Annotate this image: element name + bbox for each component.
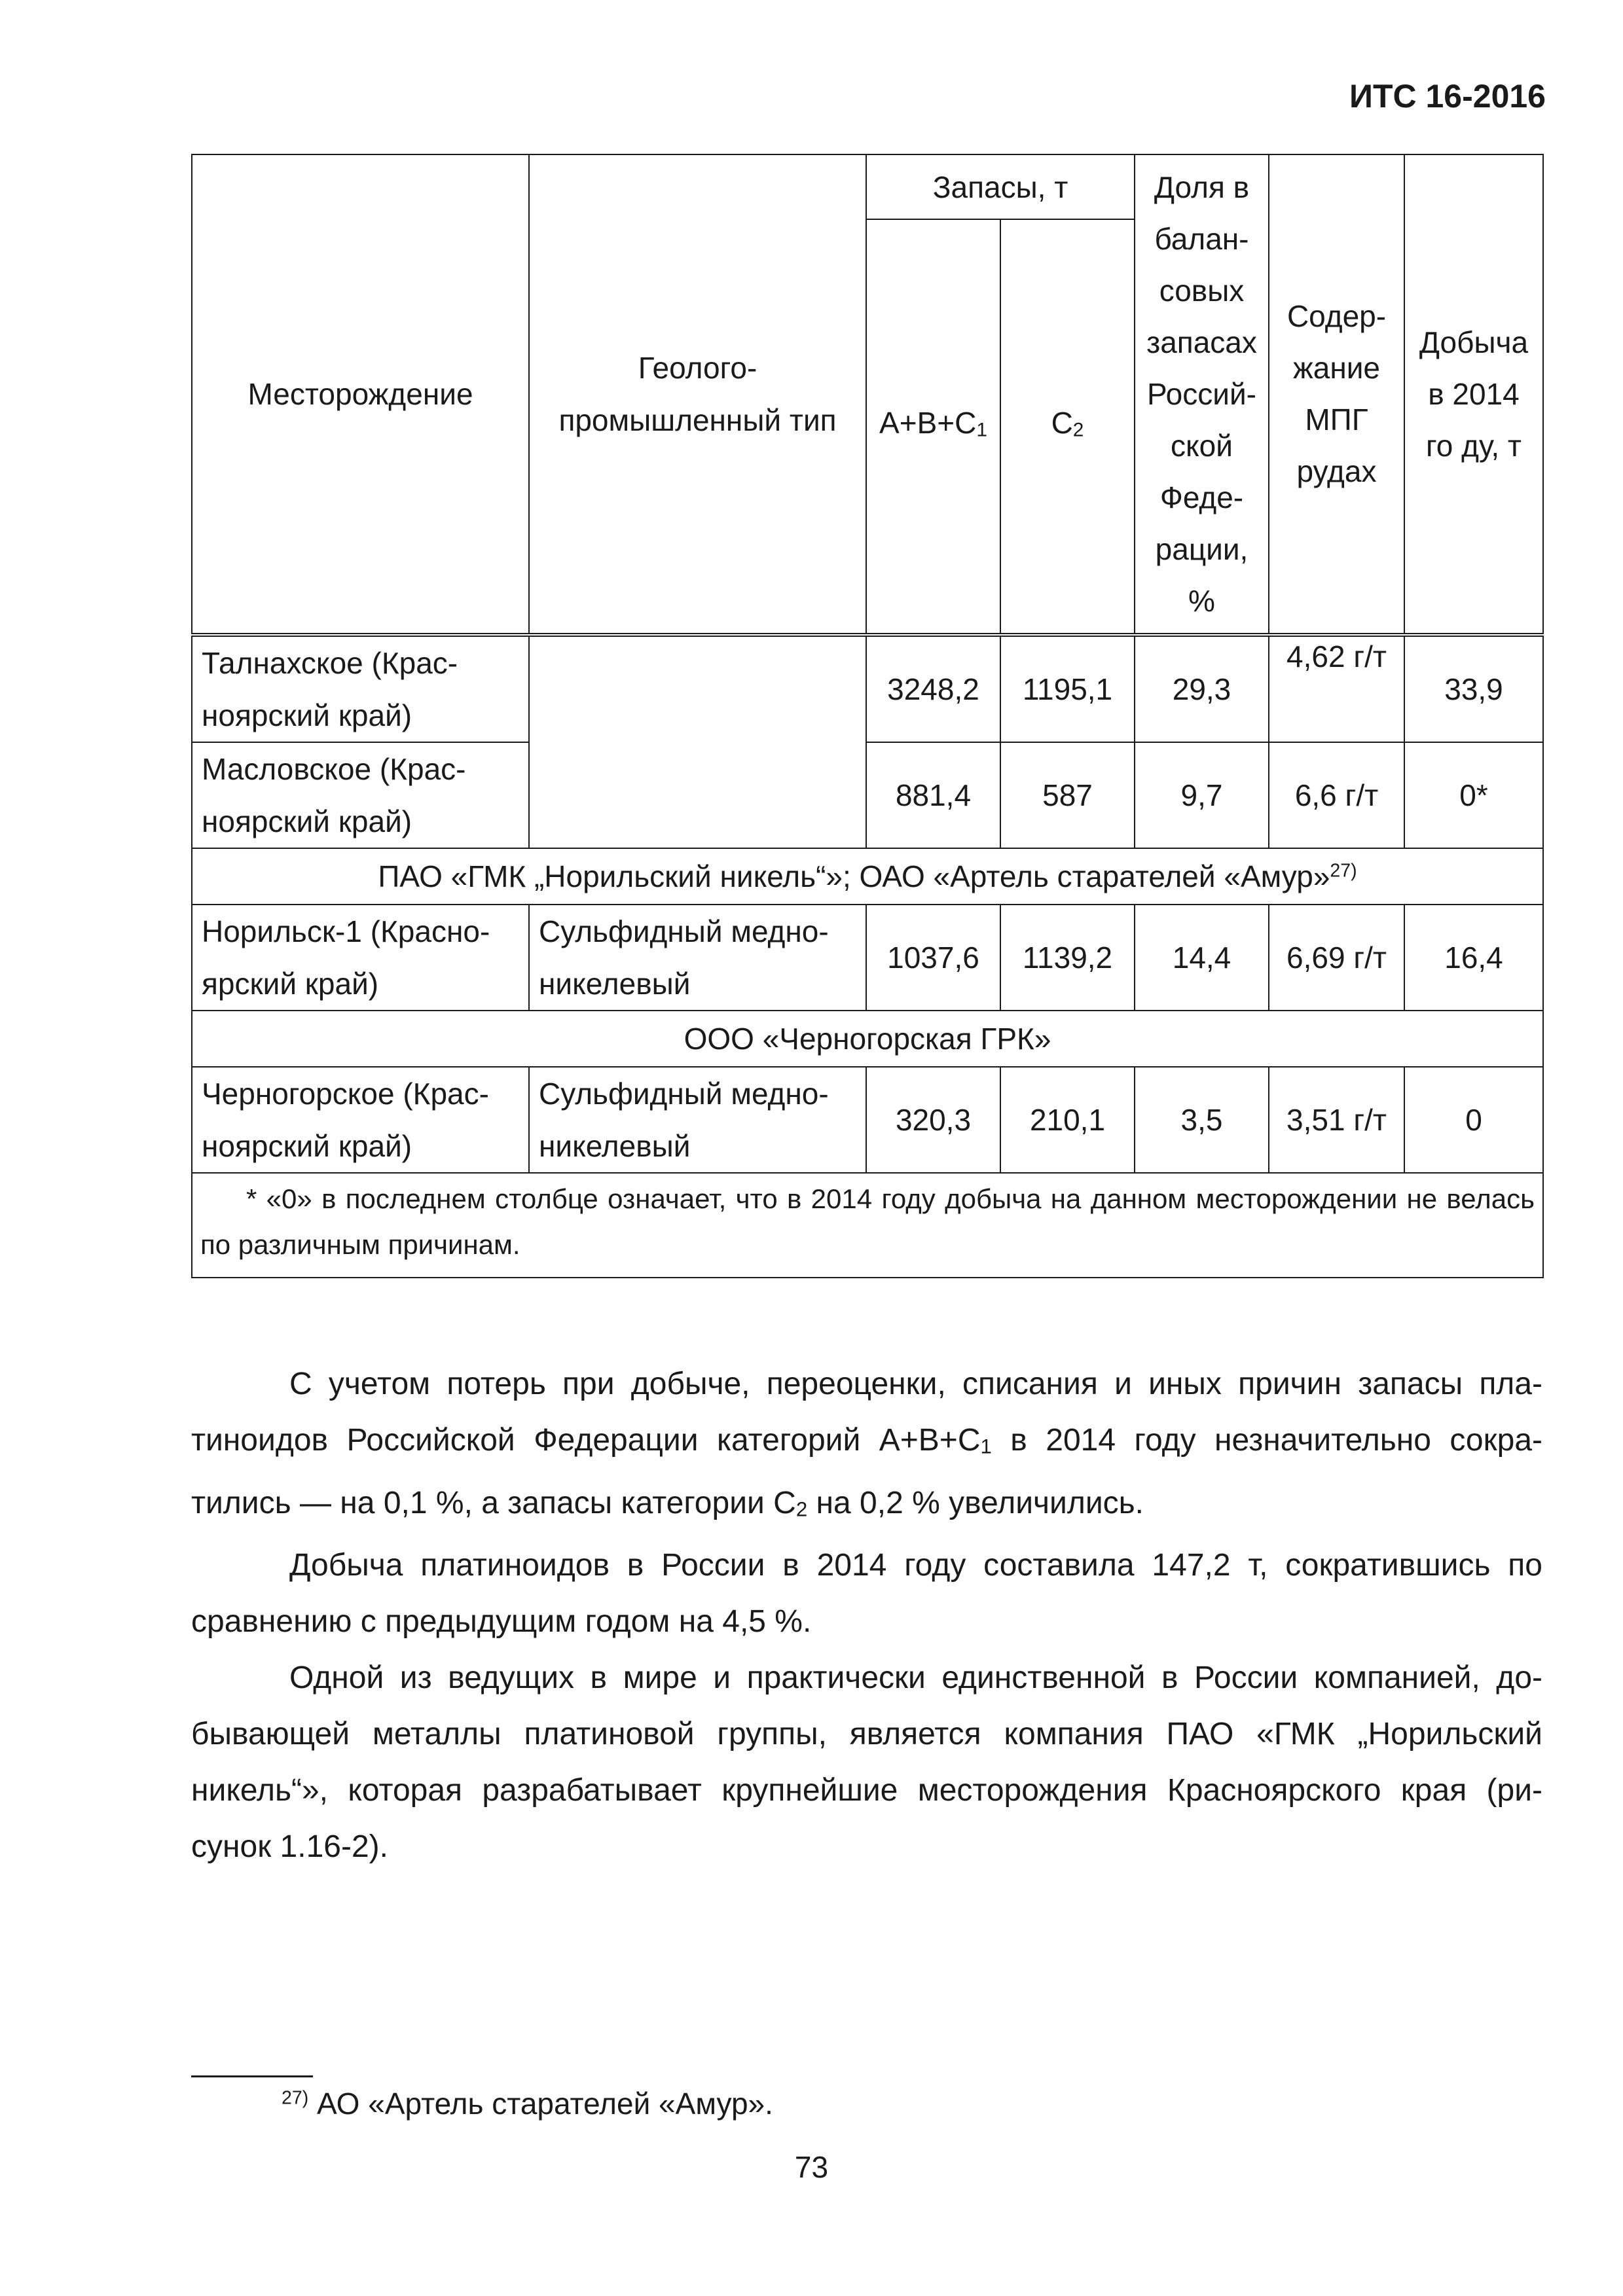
table-row [192,905,1543,1011]
group-row [192,1011,1543,1067]
table-row [192,635,1543,742]
cell-abc1: 320,3 [866,1067,1000,1173]
cell-content: 3,51 г/т [1269,1067,1404,1173]
cell-geo-type: Сульфидный медно-никелевый [529,1067,866,1173]
cell-deposit: Черногорское (Крас-ноярский край) [192,1067,529,1173]
header-c2: $C_2$ [1000,219,1135,635]
cell-abc1: 881,4 [866,742,1000,848]
header-geo-type: Геолого-промышленный тип [529,154,866,635]
header-deposit: Месторождение [192,154,529,635]
cell-production: 0* [1404,742,1543,848]
header-abc1: $A+B+C_1$ [866,219,1000,635]
paragraph: Одной из ведущих в мире и практически единственной в России компанией, до-бывающей металлы платиновой группы, является компания ПАО «ГМК „Норильский никель“», которая разрабатывает крупнейшие месторождения Красноярского края (ри-сунок 1.16-2). [191,1660,1542,1865]
cell-c2: 1195,1 [1000,635,1135,742]
cell-abc1: 3248,2 [866,635,1000,742]
cell-abc1: 1037,6 [866,905,1000,1011]
header-reserves: Запасы, т [866,154,1135,219]
group-norilsk-nickel: ПАО «ГМК „Норильский никель“»; ОАО «Артель старателей «Амур»$^{27)}$ [192,848,1543,905]
cell-deposit: Масловское (Крас-ноярский край) [192,742,529,848]
footnote-separator [191,2075,313,2077]
cell-production: 0 [1404,1067,1543,1173]
header-content: Содер-жание МПГ рудах [1269,154,1404,635]
paragraph: С учетом потерь при добыче, переоценки, списания и иных причин запасы пла-тиноидов Российской Федерации категорий $A+B+C_1$ в 2014 году незначительно сокра-тились — на 0,1 %, а запасы категории $C_2$ на 0,2 % увеличились. [191,1367,1542,1521]
reserves-table [191,154,1544,1278]
cell-geo-type: Сульфидный медно-никелевый [529,905,866,1011]
table-row [192,1067,1543,1173]
cell-content: 6,6 г/т [1269,742,1404,848]
table-note: * «0» в последнем столбце означает, что в 2014 году добыча на данном месторождении не велась по различным причинам. [192,1173,1543,1278]
cell-share: 3,5 [1135,1067,1269,1173]
cell-c2: 587 [1000,742,1135,848]
cell-deposit: Норильск-1 (Красно-ярский край) [192,905,529,1011]
group-chernogorskaya: ООО «Черногорская ГРК» [192,1011,1543,1067]
cell-content: 6,69 г/т [1269,905,1404,1011]
body-text [191,1356,1542,1875]
header-production: Добыча в 2014 го ду, т [1404,154,1543,635]
group-row [192,848,1543,905]
cell-share: 14,4 [1135,905,1269,1011]
cell-geo-type-empty [529,635,866,848]
paragraph: Добыча платиноидов в России в 2014 году составила 147,2 т, сократившись по сравнению с предыдущим годом на 4,5 %. [191,1548,1542,1640]
cell-production: 33,9 [1404,635,1543,742]
cell-production: 16,4 [1404,905,1543,1011]
cell-c2: 210,1 [1000,1067,1135,1173]
table-row [192,742,1543,848]
cell-c2: 1139,2 [1000,905,1135,1011]
cell-deposit: Талнахское (Крас-ноярский край) [192,635,529,742]
cell-share: 29,3 [1135,635,1269,742]
footnote: $^{27)}$ АО «Артель старателей «Амур». [282,2087,773,2121]
document-code: ИТС 16-2016 [1349,78,1546,115]
cell-content: 4,62 г/т [1269,635,1404,742]
header-share: Доля в балан-совых запасах Россий-ской Феде-рации, % [1135,154,1269,635]
page-number: 73 [794,2150,829,2184]
cell-share: 9,7 [1135,742,1269,848]
note-row [192,1173,1543,1278]
